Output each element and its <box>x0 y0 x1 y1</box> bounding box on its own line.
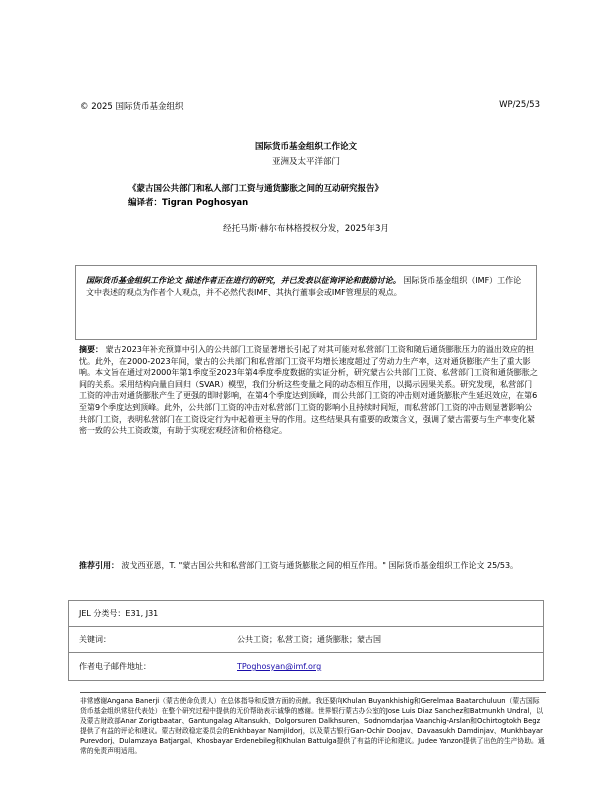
keywords-row <box>69 627 543 653</box>
keywords-label: 关键词： <box>79 635 111 644</box>
abstract-label: 摘要： <box>79 345 103 354</box>
email-label: 作者电子邮件地址： <box>79 662 151 671</box>
series-title: 国际货币基金组织工作论文 <box>254 142 357 152</box>
author-email-link[interactable]: TPoghosyan@imf.org <box>237 662 322 671</box>
email-row <box>69 653 543 680</box>
copyright-notice: © 2025 国际货币基金组织 <box>80 102 184 112</box>
disclaimer-box <box>75 265 537 340</box>
abstract-text: 蒙古2023年补充预算中引入的公共部门工资显著增长引起了对其可能对私营部门工资和随后通货膨胀压力的溢出效应的担忧。此外，在2000-2023年间，蒙古的公共部门和私营部门工资平均增长速度超过了劳动力生产率，这对通货膨胀产生了重大影响。本文旨在通过对2000年第1季度至2023年第4季度季度数据的实证分析，研究蒙古公共部门工资、私营部门工资和通货膨胀之间的关系。采用结构向量自回归（SVAR）模型，我们分析这些变量之间的动态相互作用，以揭示因果关系。研究发现，私营部门工资的冲击对通货膨胀产生了更强的即时影响，在第4个季度达到顶峰，而公共部门工资的冲击则对通货膨胀产生延迟效应，在第6至第9个季度达到顶峰。此外，公共部门工资的冲击对私营部门工资的影响小且持续时间短，而私营部门工资的冲击则显著影响公共部门工资，表明私营部门在工资设定行为中起着更主导的作用。这些结果具有重要的政策含义，强调了蒙古需要与生产率变化紧密一致的公共工资政策，有助于实现宏观经济和价格稳定。 <box>79 345 538 436</box>
citation-text: 波戈西亚恩，T. "蒙古国公共和私营部门工资与通货膨胀之间的相互作用。" 国际货币基金组织工作论文 25/53。 <box>119 561 519 570</box>
jel-row <box>69 601 543 627</box>
paper-title: 《蒙古国公共部门和私人部门工资与通货膨胀之间的互动研究报告》 <box>128 184 384 194</box>
acknowledgements-footnote: 非常感谢Angana Banerji（蒙古使命负责人）在总体指导和反馈方面的贡献。我还要向Khulan Buyankhishig和Gerelmaa Baatarchuluun（蒙古国际货币基金组织常驻代表处）在整个研究过程中提供的无价帮助表示诚挚的感谢。世界银行蒙古办公室的Jose Luis Diaz Sanchez和Batmunkh Undral，以及蒙古财政部Anar Zorigtbaatar、Gantungalag Altansukh、Dolgorsuren Dalkhsuren、Sodnomdarjaa Vaanchig-Arslan和Ochirtogtokh Begz提供了有益的评论和建议。蒙古财政稳定委员会的Enkhbayar Namjildorj，以及蒙古银行Gan-Ochir Doojav、Davaasukh Damdinjav、Munkhbayar Purevdorj、Dulamzaya Batjargal、Khosbayar Erdenebileg和Khulan Battulga提供了有益的评论和建议。Judee Yanzon提供了出色的生产协助。通常的免责声明适用。 <box>80 692 546 756</box>
disclaimer-lead: 国际货币基金组织工作论文 描述作者正在进行的研究，并已发表以征询评论和鼓励讨论。 <box>86 276 401 285</box>
recommended-citation <box>79 560 529 572</box>
authorization-line: 经托马斯·赫尔布林格授权分发，2025年3月 <box>223 224 389 234</box>
department: 亚洲及太平洋部门 <box>271 157 340 167</box>
author-line: 编译者：Tigran Poghosyan <box>128 198 249 208</box>
metadata-table <box>68 600 544 681</box>
citation-label: 推荐引用： <box>79 561 119 570</box>
abstract <box>79 344 539 437</box>
jel-label: JEL 分类号：E31, J31 <box>79 609 159 618</box>
disclaimer-text: 国际货币基金组织（IMF）工作论文中表述的观点为作者个人观点，并不必然代表IMF、其执行董事会或IMF管理层的观点。 <box>86 276 522 297</box>
keywords-value: 公共工资；私营工资；通货膨胀；蒙古国 <box>237 635 381 644</box>
paper-number: WP/25/53 <box>499 100 540 110</box>
